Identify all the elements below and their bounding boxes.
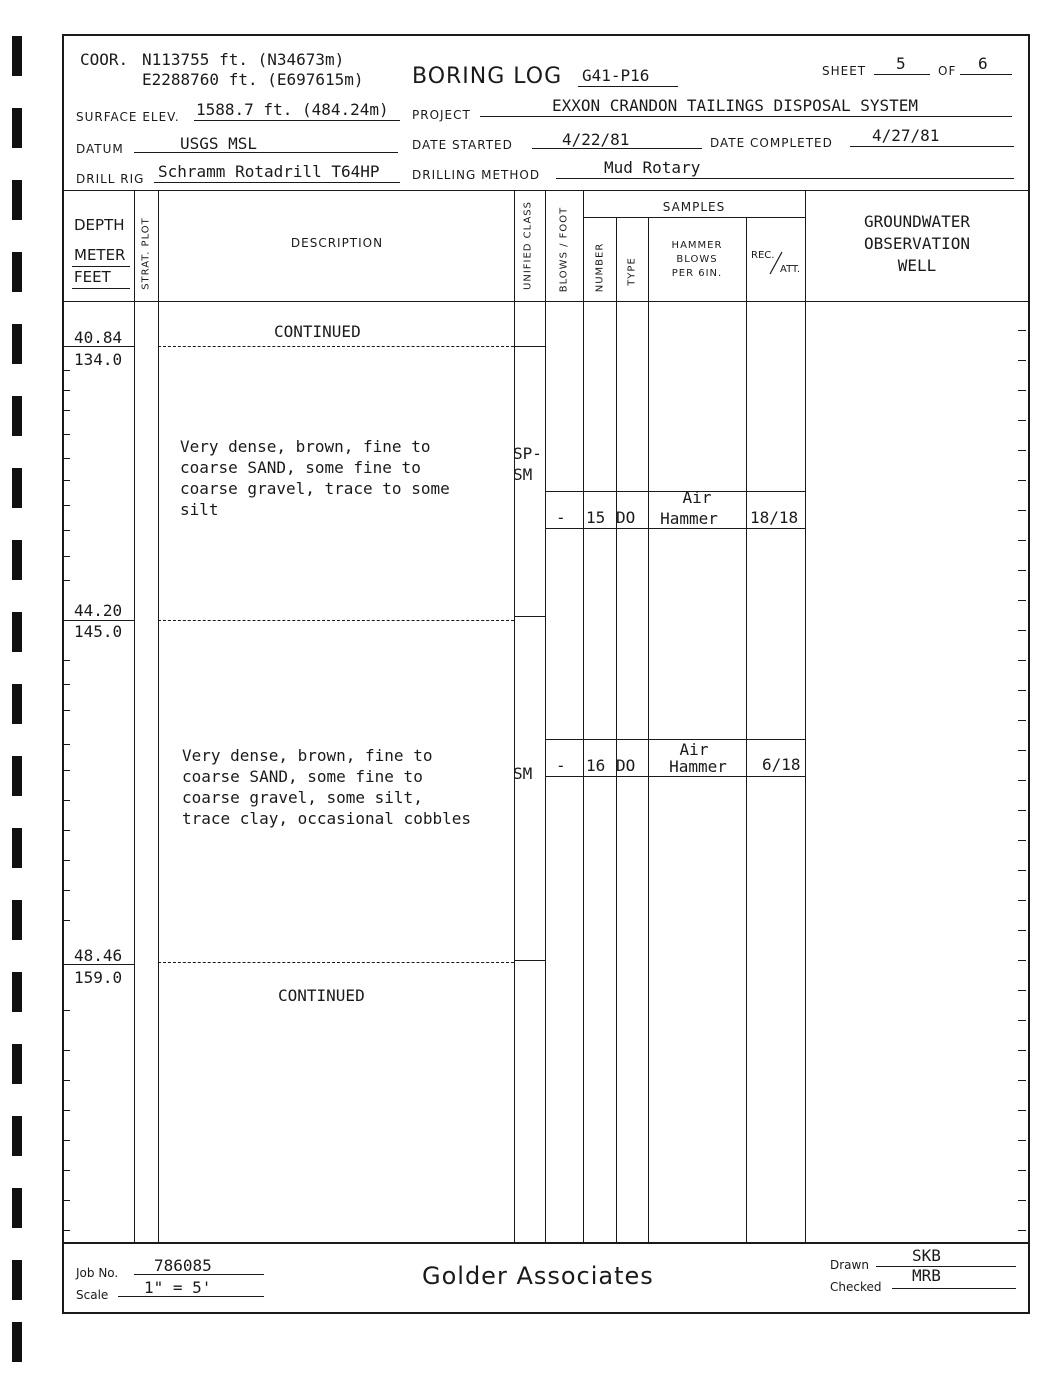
drill-rig-label: DRILL RIG [76,172,145,186]
sample-type: DO [616,756,636,775]
sample-hammer: Hammer [669,757,727,776]
datum-label: DATUM [76,142,124,156]
drawn-by: SKB [912,1246,941,1265]
coor-north: N113755 ft. (N34673m) [142,50,345,69]
description-header: DESCRIPTION [290,236,384,250]
depth-feet-1: 134.0 [74,350,123,369]
drilling-method: Mud Rotary [604,158,701,177]
strat-plot-header: STRAT. PLOT [140,217,152,290]
unified-class: SP- [513,444,542,463]
coor-label: COOR. [80,50,129,69]
depth-header: DEPTH [74,216,125,234]
sheet-number: 5 [896,54,906,73]
sample-blows: - [556,508,566,527]
date-started-label: DATE STARTED [412,138,513,152]
depth-meter-3: 48.46 [74,946,123,965]
page-title: BORING LOG [412,64,563,89]
continued-bottom: CONTINUED [278,986,365,1005]
sample-recovery: 6/18 [762,755,801,774]
job-no-label: Job No. [76,1266,119,1280]
drilling-method-label: DRILLING METHOD [412,168,541,182]
gw-header-3: WELL [897,256,937,275]
checked-by: MRB [912,1266,941,1285]
hammer-header-3: PER 6IN. [671,268,723,279]
gw-header-2: OBSERVATION [864,234,970,253]
depth-feet-3: 159.0 [74,968,123,987]
unified-class: SM [513,764,533,783]
rec-header: REC. [751,250,775,261]
scale: 1" = 5' [144,1278,212,1297]
date-completed-label: DATE COMPLETED [710,136,833,150]
checked-label: Checked [830,1280,882,1294]
gw-header-1: GROUNDWATER [864,212,970,231]
type-header: TYPE [626,257,638,286]
hammer-header-2: BLOWS [676,254,718,265]
layer-description: Very dense, brown, fine to coarse SAND, some fine to coarse gravel, some silt, trace clay, occasional cobbles [182,746,471,828]
sheet-total: 6 [978,54,988,73]
sample-hammer: Air [682,488,712,507]
sample-number: 15 [586,508,606,527]
drill-rig: Schramm Rotadrill T64HP [158,162,380,181]
sample-hammer: Air [679,740,709,759]
of-label: OF [938,64,957,78]
depth-feet-2: 145.0 [74,622,123,641]
project-label: PROJECT [412,108,471,122]
sheet-label: SHEET [822,64,867,78]
drawn-label: Drawn [830,1258,869,1272]
scale-label: Scale [76,1288,109,1302]
blows-foot-header: BLOWS / FOOT [558,206,570,293]
unified-class: SM [513,465,533,484]
hammer-header-1: HAMMER [671,240,723,251]
sample-hammer: Hammer [660,509,718,528]
sample-type: DO [616,508,636,527]
depth-meter-1: 40.84 [74,328,123,347]
datum: USGS MSL [180,134,258,153]
sample-blows: - [556,756,566,775]
continued-top: CONTINUED [274,322,361,341]
depth-meter-2: 44.20 [74,601,123,620]
layer-description: Very dense, brown, fine to coarse SAND, some fine to coarse gravel, trace to some silt [180,437,450,519]
coor-east: E2288760 ft. (E697615m) [142,70,364,89]
feet-header: FEET [74,268,111,286]
unified-class-header: UNIFIED CLASS [522,201,534,290]
project: EXXON CRANDON TAILINGS DISPOSAL SYSTEM [552,96,919,115]
samples-header: SAMPLES [662,200,726,214]
sample-recovery: 18/18 [750,508,799,527]
surface-elev: 1588.7 ft. (484.24m) [196,100,389,119]
date-completed: 4/27/81 [872,126,940,145]
job-no: 786085 [154,1256,212,1275]
meter-header: METER [74,246,126,264]
date-started: 4/22/81 [562,130,630,149]
boring-id: G41-P16 [582,66,650,85]
att-header: ATT. [780,264,801,275]
surface-elev-label: SURFACE ELEV. [76,110,180,124]
sample-number: 16 [586,756,606,775]
rec-att-slash [768,250,784,276]
number-header: NUMBER [594,242,606,293]
company-name: Golder Associates [422,1262,654,1290]
